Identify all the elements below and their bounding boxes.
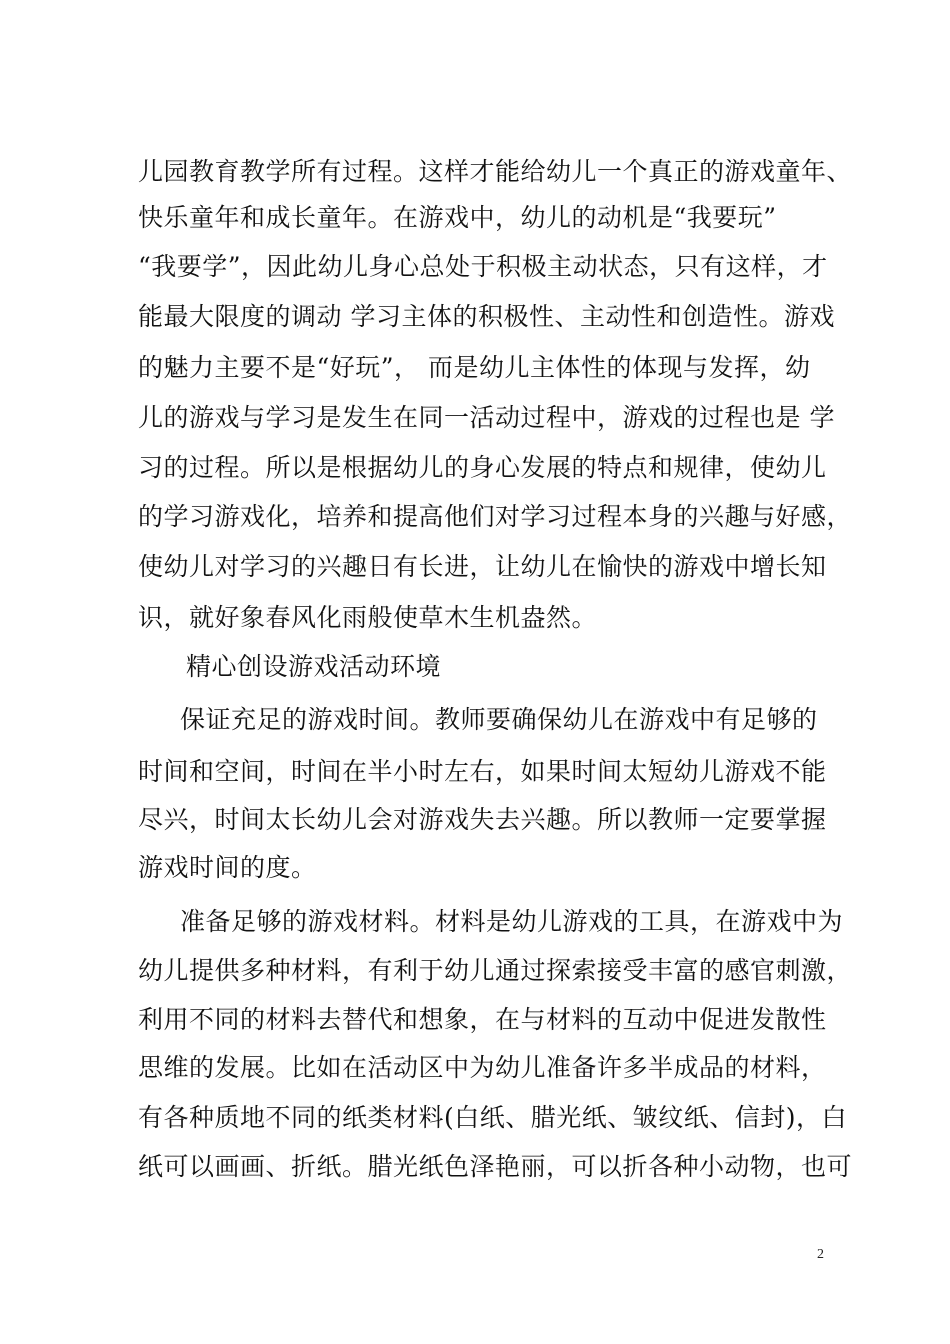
page-number: 2 bbox=[817, 1247, 824, 1262]
text-line: 使幼儿对学习的兴趣日有长进，让幼儿在愉快的游戏中增长知 bbox=[138, 552, 827, 581]
text-line: “我要学”，因此幼儿身心总处于积极主动状态，只有这样，才 bbox=[138, 252, 828, 281]
text-line: 时间和空间，时间在半小时左右，如果时间太短幼儿游戏不能 bbox=[138, 757, 827, 786]
text-line: 习的过程。所以是根据幼儿的身心发展的特点和规律，使幼儿 bbox=[138, 453, 827, 482]
text-line: 的魅力主要不是“好玩”， 而是幼儿主体性的体现与发挥，幼 bbox=[138, 353, 811, 382]
text-line: 游戏时间的度。 bbox=[138, 853, 317, 882]
text-line: 幼儿提供多种材料，有利于幼儿通过探索接受丰富的感官刺激， bbox=[138, 956, 853, 985]
text-line: 尽兴，时间太长幼儿会对游戏失去兴趣。所以教师一定要掌握 bbox=[138, 805, 827, 834]
text-line: 儿的游戏与学习是发生在同一活动过程中，游戏的过程也是 学 bbox=[138, 403, 835, 432]
text-line: 纸可以画画、折纸。腊光纸色泽艳丽，可以折各种小动物，也可 bbox=[138, 1152, 853, 1181]
text-line: 准备足够的游戏材料。材料是幼儿游戏的工具，在游戏中为 bbox=[180, 907, 844, 936]
text-line: 识，就好象春风化雨般使草木生机盎然。 bbox=[138, 603, 598, 632]
text-line: 的学习游戏化，培养和提高他们对学习过程本身的兴趣与好感， bbox=[138, 502, 853, 531]
text-line: 能最大限度的调动 学习主体的积极性、主动性和创造性。游戏 bbox=[138, 302, 835, 331]
text-line: 思维的发展。比如在活动区中为幼儿准备许多半成品的材料， bbox=[138, 1053, 827, 1082]
section-heading: 精心创设游戏活动环境 bbox=[186, 652, 442, 681]
text-line: 有各种质地不同的纸类材料(白纸、腊光纸、皱纹纸、信封)，白 bbox=[138, 1103, 848, 1132]
text-line: 儿园教育教学所有过程。这样才能给幼儿一个真正的游戏童年、 bbox=[138, 157, 853, 186]
text-line: 保证充足的游戏时间。教师要确保幼儿在游戏中有足够的 bbox=[180, 705, 818, 734]
text-line: 利用不同的材料去替代和想象，在与材料的互动中促进发散性 bbox=[138, 1005, 827, 1034]
text-line: 快乐童年和成长童年。在游戏中，幼儿的动机是“我要玩” bbox=[138, 203, 777, 232]
